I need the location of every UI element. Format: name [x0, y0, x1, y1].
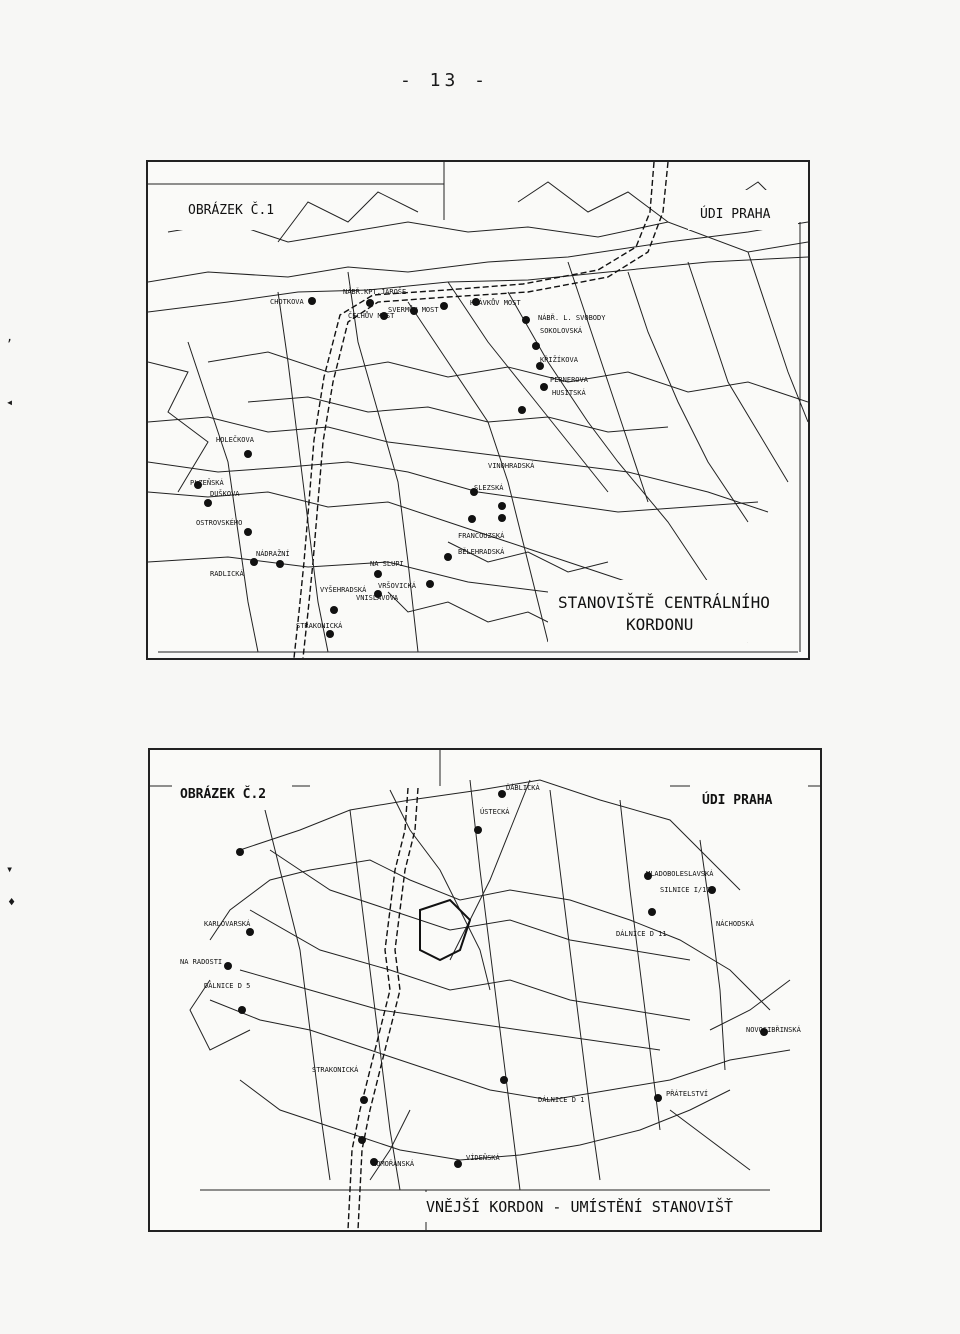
outer-cordon-map [148, 748, 822, 1232]
station-marker [276, 560, 284, 568]
station-label: VYŠEHRADSKÁ [320, 586, 367, 594]
station-label: PLZEŇSKÁ [190, 479, 224, 487]
station-marker [522, 316, 530, 324]
station-label: ÚSTECKÁ [480, 808, 510, 816]
station-marker [532, 342, 540, 350]
station-marker [440, 302, 448, 310]
station-marker [454, 1160, 462, 1168]
station-label: NÁDRAŽNÍ [256, 550, 290, 558]
margin-mark: , [6, 330, 14, 344]
station-label: RADLICKÁ [210, 570, 244, 578]
station-label: VÍDEŇSKÁ [466, 1154, 500, 1162]
station-marker [540, 383, 548, 391]
station-marker [366, 299, 374, 307]
station-label: HUSITSKÁ [552, 389, 586, 397]
station-label: BĚLEHRADSKÁ [458, 548, 505, 556]
station-marker [204, 499, 212, 507]
station-label: DÁLNICE D 5 [204, 982, 251, 990]
station-marker [244, 450, 252, 458]
station-label: KOMOŘANSKÁ [372, 1160, 415, 1168]
station-label: CHOTKOVA [270, 298, 304, 306]
city-center-cluster [420, 900, 470, 960]
station-label: NA RADOSTI [180, 958, 223, 966]
station-marker [498, 790, 506, 798]
station-marker [224, 962, 232, 970]
station-marker [244, 528, 252, 536]
map-title: OBRÁZEK Č.2 [180, 787, 267, 802]
station-marker [250, 558, 258, 566]
station-label: VRŠOVICKÁ [378, 582, 416, 590]
station-marker [360, 1096, 368, 1104]
map-title: OBRÁZEK Č.1 [188, 203, 275, 218]
station-label: NOVOSIBŘINSKÁ [746, 1026, 801, 1034]
station-marker [498, 514, 506, 522]
road-network [148, 162, 808, 652]
margin-mark: ◂ [6, 395, 14, 409]
station-label: SLEZSKÁ [474, 484, 504, 492]
map-caption: VNĚJŠÍ KORDON - UMÍSTĚNÍ STANOVIŠŤ [426, 1198, 734, 1216]
station-label: DÁLNICE D 11 [616, 930, 667, 938]
organization-label: ÚDI PRAHA [700, 207, 771, 222]
station-label: PERNEROVA [550, 376, 588, 384]
station-marker [474, 826, 482, 834]
station-label: STRAKONICKÁ [296, 622, 343, 630]
station-marker [498, 502, 506, 510]
station-marker [654, 1094, 662, 1102]
outer-map-drawing [150, 750, 820, 1230]
station-label: HOLEČKOVA [216, 436, 254, 444]
page-number: - 13 - [400, 70, 490, 91]
station-marker [358, 1136, 366, 1144]
organization-label: ÚDI PRAHA [702, 793, 773, 808]
station-marker [426, 580, 434, 588]
station-label: NÁBŘ.KPT.JAROŠE [343, 288, 407, 296]
station-marker [500, 1076, 508, 1084]
station-label: MLADOBOLESLAVSKÁ [646, 870, 714, 878]
station-label: NA SLUPI [370, 560, 404, 568]
station-marker [238, 1006, 246, 1014]
station-label: NÁBŘ. L. SVOBODY [538, 314, 606, 322]
central-cordon-map [146, 160, 810, 660]
station-label: FRANCOUZSKÁ [458, 532, 505, 540]
station-marker [444, 553, 452, 561]
station-label: OSTROVSKÉHO [196, 519, 243, 527]
station-marker [374, 570, 382, 578]
station-label: DÁLNICE D 1 [538, 1096, 585, 1104]
station-label: VNISLAVOVA [356, 594, 399, 602]
station-label: DUŠKOVA [210, 490, 240, 498]
station-marker [236, 848, 244, 856]
central-map-drawing [148, 162, 808, 658]
margin-mark: ▾ [6, 862, 14, 876]
margin-mark: ♦ [8, 895, 16, 909]
station-label: SOKOLOVSKÁ [540, 327, 583, 335]
station-marker [246, 928, 254, 936]
station-marker [330, 606, 338, 614]
station-labels [180, 783, 802, 1168]
station-marker [518, 406, 526, 414]
station-label: PŘÁTELSTVÍ [666, 1090, 709, 1098]
station-label: HLÁVKŮV MOST [470, 299, 521, 307]
station-labels [190, 287, 606, 630]
map-caption: STANOVIŠTĚ CENTRÁLNÍHO [558, 593, 770, 612]
station-label: STRAKONICKÁ [312, 1066, 359, 1074]
station-label: NÁCHODSKÁ [716, 920, 754, 928]
station-label: SILNICE I/10 [660, 886, 711, 894]
map-caption-line2: KORDONU [626, 615, 694, 634]
station-label: SVERMŮV MOST [388, 306, 439, 314]
station-marker [308, 297, 316, 305]
station-label: KARLOVARSKÁ [204, 920, 251, 928]
station-label: ĎÁBLICKÁ [506, 784, 540, 792]
station-label: VINOHRADSKÁ [488, 462, 535, 470]
station-label: ČECHŮV MOST [348, 312, 395, 320]
station-marker [468, 515, 476, 523]
station-label: KŘIŽÍKOVA [540, 356, 578, 364]
station-marker [326, 630, 334, 638]
station-marker [648, 908, 656, 916]
